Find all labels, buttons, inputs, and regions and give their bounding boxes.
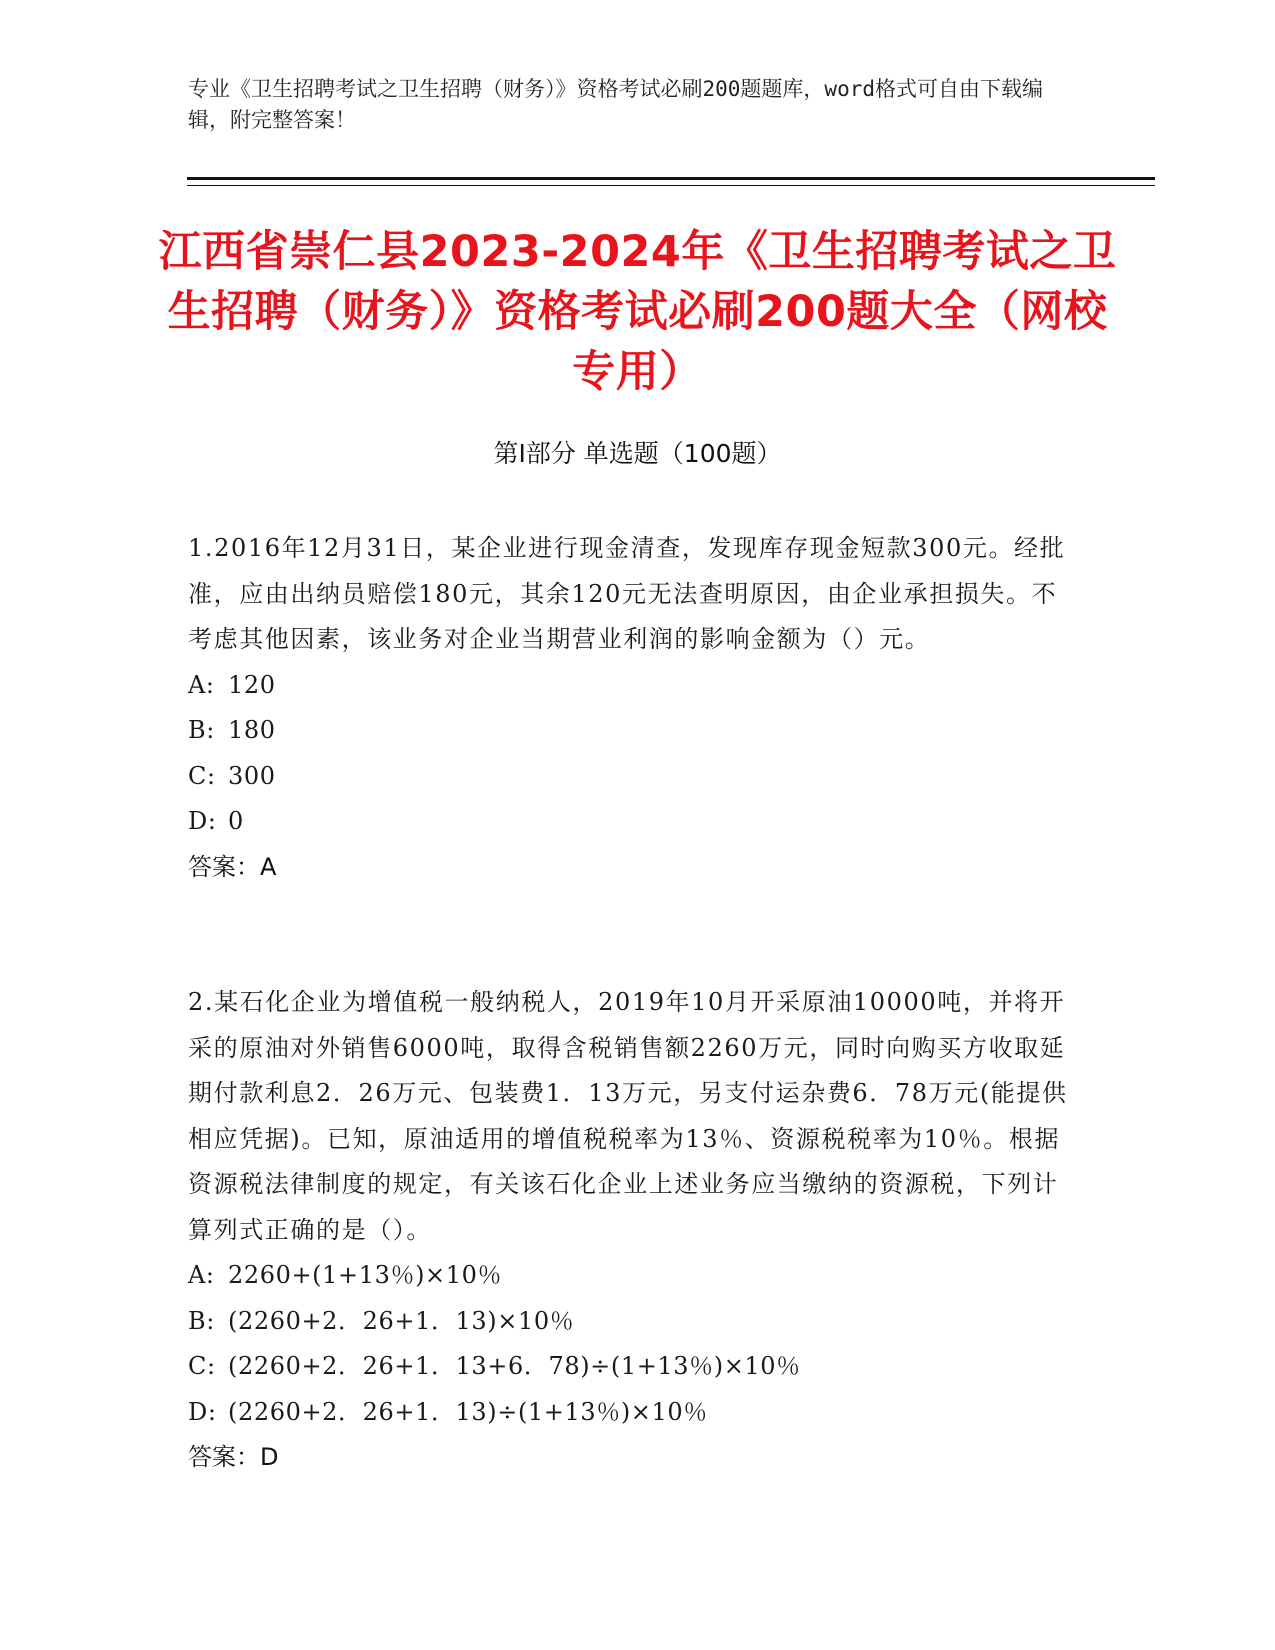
option-d [188,1390,1068,1436]
option-text: 0 [228,807,244,835]
option-a [188,663,1068,709]
option-text: 2260+(1+13％)×10％ [228,1261,503,1289]
option-letter: C: [188,1352,216,1380]
option-text: 120 [228,670,276,699]
question-1 [188,526,1068,890]
header-rule-thick [187,177,1155,180]
option-b [188,708,1068,754]
header-rule-thin [187,185,1155,186]
option-letter: D: [188,807,217,835]
option-text: 180 [228,716,276,744]
answer-line: 答案：D [188,1443,279,1471]
option-letter: B: [188,716,215,744]
answer-line: 答案：A [188,852,277,881]
option-c [188,754,1068,800]
option-letter: B: [188,1306,215,1335]
option-d [188,799,1068,845]
question-2 [188,980,1068,1481]
question-stem: 1.2016年12月31日，某企业进行现金清查，发现库存现金短款300元。经批准，应由出纳员赔偿180元，其余120元无法查明原因，由企业承担损失。不考虑其他因素，该业务对企业当期营业利润的影响金额为（）元。 [188,534,1066,653]
section-heading: 第I部分 单选题（100题） [493,439,782,468]
header-note: 专业《卫生招聘考试之卫生招聘（财务）》资格考试必刷200题题库，word格式可自由下载编辑，附完整答案！ [188,77,1043,132]
option-b [188,1299,1068,1345]
option-text: (2260+2．26+1．13)÷(1+13％)×10％ [228,1397,708,1426]
option-c [188,1344,1068,1390]
option-text: (2260+2．26+1．13+6．78)÷(1+13％)×10％ [228,1352,801,1380]
option-letter: A: [188,670,215,699]
document-title: 江西省崇仁县2023-2024年《卫生招聘考试之卫生招聘（财务）》资格考试必刷200题大全（网校专用） [158,227,1117,397]
option-a [188,1253,1068,1299]
option-letter: C: [188,761,216,790]
question-stem: 2.某石化企业为增值税一般纳税人，2019年10月开采原油10000吨，并将开采的原油对外销售6000吨，取得含税销售额2260万元，同时向购买方收取延期付款利息2．26万元、包装费1．13万元，另支付运杂费6．78万元(能提供相应凭据)。已知，原油适用的增值税税率为13％、资源税税率为10％。根据资源税法律制度的规定，有关该石化企业上述业务应当缴纳的资源税，下列计算列式正确的是（）。 [188,988,1068,1244]
option-text: (2260+2．26+1．13)×10％ [228,1306,575,1335]
option-letter: A: [188,1261,215,1289]
option-text: 300 [228,761,276,790]
option-letter: D: [188,1397,217,1426]
